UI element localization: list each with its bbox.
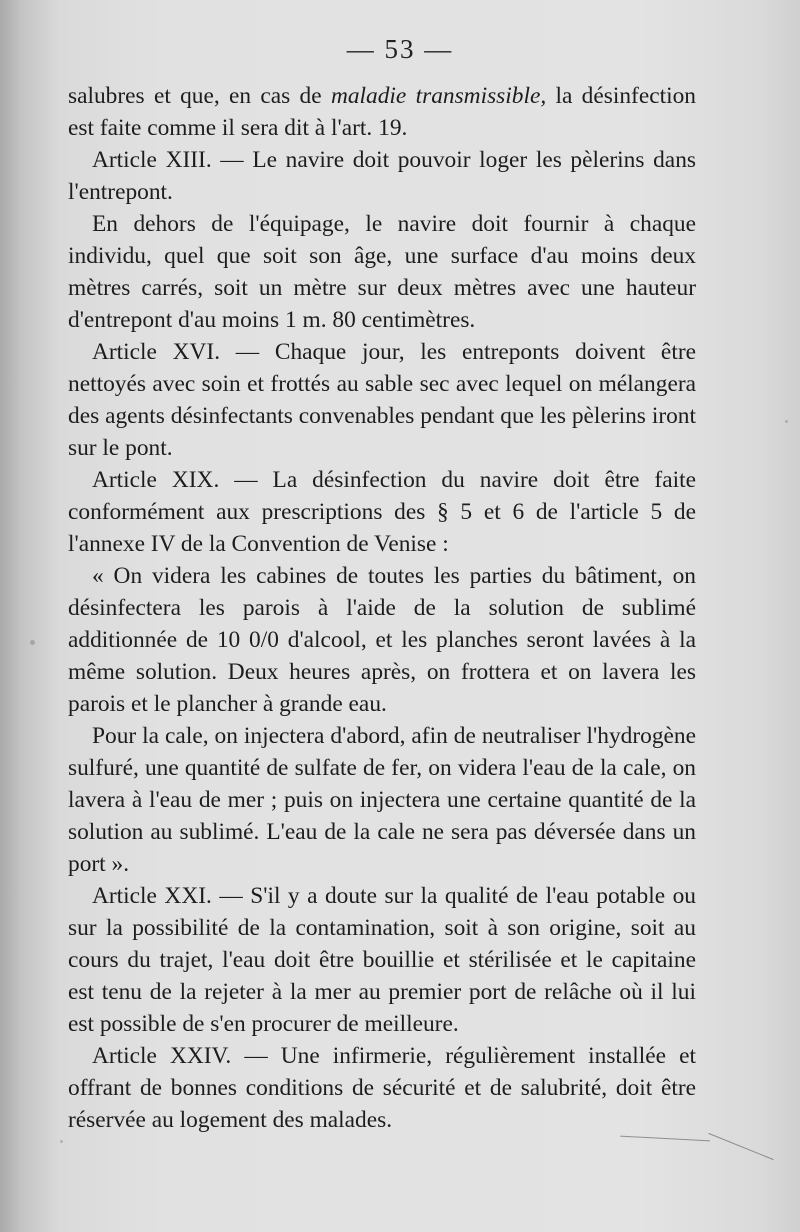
paragraph [68, 336, 696, 464]
ink-speck [785, 420, 788, 423]
paragraph-text: Article XVI. — Chaque jour, les entreponts doivent être nettoyés avec soin et frottés au sable sec avec lequel on mélangera des agents désinfectants convenables pendant que les pèlerins iront sur le pont. [68, 339, 696, 461]
paragraph [68, 560, 696, 720]
paragraph [68, 144, 696, 208]
paragraph-text: Article XIII. — Le navire doit pouvoir loger les pèlerins dans l'entrepont. [68, 147, 696, 205]
paragraph-text: salubres et que, en cas de [68, 83, 331, 109]
body-text [68, 80, 696, 1136]
ink-speck [30, 640, 35, 645]
paragraph [68, 720, 696, 880]
paragraph [68, 464, 696, 560]
paragraph-text: Article XXI. — S'il y a doute sur la qualité de l'eau potable ou sur la possibilité de la contamination, soit à son origine, soit au cours du trajet, l'eau doit être bouillie et stérilisée et le capitaine est tenu de la rejeter à la mer au premier port de relâche où il lui est possible de s'en procurer de meilleure. [68, 883, 696, 1037]
paragraph-text: la désinfection est faite comme il sera dit à l'art. 19. [68, 83, 696, 141]
ink-speck [60, 1140, 63, 1143]
paragraph [68, 1040, 696, 1136]
paragraph-text: Article XIX. — La désinfection du navire doit être faite conformément aux prescriptions des § 5 et 6 de l'article 5 de l'annexe IV de la Convention de Venise : [68, 467, 696, 557]
paragraph-text: Article XXIV. — Une infirmerie, régulièrement installée et offrant de bonnes conditions de sécurité et de salubrité, doit être réservée au logement des malades. [68, 1043, 696, 1133]
italic-text: maladie transmissible, [330, 83, 547, 109]
paper-scratch [620, 1136, 710, 1142]
page-number: — 53 — [346, 34, 454, 64]
paper-scratch [708, 1133, 773, 1160]
paragraph [68, 80, 696, 144]
paragraph [68, 208, 696, 336]
paragraph-text: Pour la cale, on injectera d'abord, afin de neutraliser l'hydrogène sulfuré, une quantité de sulfate de fer, on videra l'eau de la cale, on lavera à l'eau de mer ; puis on injectera une certaine quantité de la solution au sublimé. L'eau de la cale ne sera pas déversée dans un port ». [68, 723, 696, 877]
paragraph [68, 880, 696, 1040]
paragraph-text: En dehors de l'équipage, le navire doit fournir à chaque individu, quel que soit son âge, une surface d'au moins deux mètres carrés, soit un mètre sur deux mètres avec une hauteur d'entrepont d'au moins 1 m. 80 centimètres. [68, 211, 696, 333]
paragraph-text: « On videra les cabines de toutes les parties du bâtiment, on désinfectera les parois à l'aide de la solution de sublimé additionnée de 10 0/0 d'alcool, et les planches seront lavées à la même solution. Deux heures après, on frottera et on lavera les parois et le plancher à grande eau. [68, 563, 696, 717]
